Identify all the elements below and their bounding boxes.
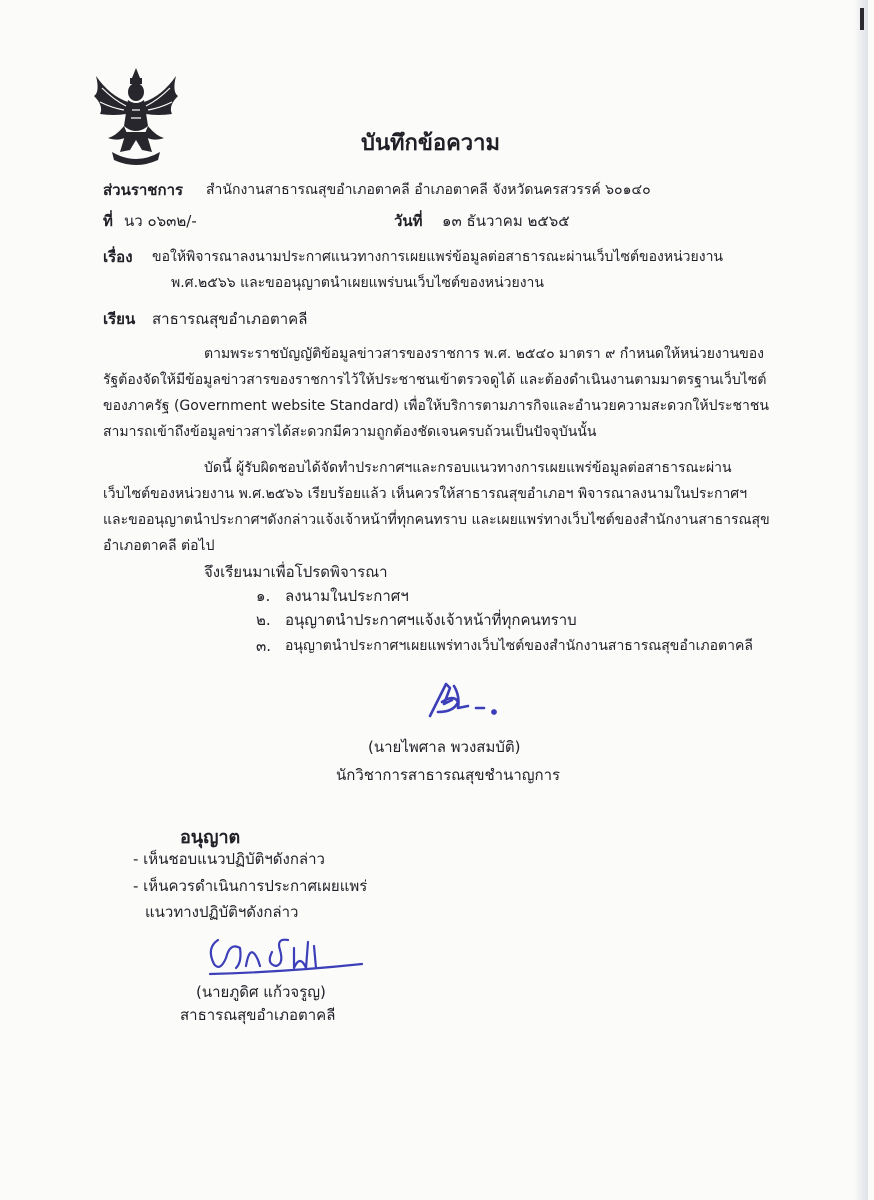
subject-line-1: ขอให้พิจารณาลงนามประกาศแนวทางการเผยแพร่ข้อมูลต่อสาธารณะผ่านเว็บไซต์ของหน่วยงาน xyxy=(152,249,724,265)
item-number: ๒. xyxy=(256,611,271,629)
subject-label: เรื่อง xyxy=(103,248,133,266)
approval-line: แนวทางปฏิบัติฯดังกล่าว xyxy=(145,903,299,921)
approver-name: (นายภูดิศ แก้วจรูญ) xyxy=(196,983,326,1001)
paragraph-1-line: ของภาครัฐ (Government website Standard) เพื่อให้บริการตามภารกิจและอำนวยความสะดวกให้ประชาชน xyxy=(103,398,769,414)
signature-paisan xyxy=(424,676,504,722)
paragraph-1-line: สามารถเข้าถึงข้อมูลข่าวสารได้สะดวกมีความถูกต้องชัดเจนครบถ้วนเป็นปัจจุบันนั้น xyxy=(103,424,597,440)
date-value: ๑๓ ธันวาคม ๒๕๖๕ xyxy=(442,212,570,230)
item-text: ลงนามในประกาศฯ xyxy=(285,587,409,605)
memo-title: บันทึกข้อความ xyxy=(361,131,501,156)
paragraph-1-line: ตามพระราชบัญญัติข้อมูลข่าวสารของราชการ พ.ศ. ๒๕๔๐ มาตรา ๙ กำหนดให้หน่วยงานของ xyxy=(204,346,765,362)
item-text: อนุญาตนำประกาศฯเผยแพร่ทางเว็บไซต์ของสำนักงานสาธารณสุขอำเภอตาคลี xyxy=(285,638,753,654)
garuda-emblem xyxy=(90,66,182,170)
to-value: สาธารณสุขอำเภอตาคลี xyxy=(152,310,308,328)
item-number: ๓. xyxy=(256,637,272,655)
approval-line: - เห็นควรดำเนินการประกาศเผยแพร่ xyxy=(133,877,368,895)
paragraph-2-line: และขออนุญาตนำประกาศฯดังกล่าวแจ้งเจ้าหน้าที่ทุกคนทราบ และเผยแพร่ทางเว็บไซต์ของสำนักงานสาธารณสุข xyxy=(103,512,770,528)
subject-line-2: พ.ศ.๒๕๖๖ และขออนุญาตนำเผยแพร่บนเว็บไซต์ของหน่วยงาน xyxy=(171,275,544,291)
edge-mark xyxy=(860,8,864,30)
to-label: เรียน xyxy=(103,310,136,328)
date-label: วันที่ xyxy=(394,212,423,230)
request-line: จึงเรียนมาเพื่อโปรดพิจารณา xyxy=(204,563,388,581)
signature-phudit xyxy=(196,928,366,980)
agency-label: ส่วนราชการ xyxy=(103,181,184,199)
approver-position: สาธารณสุขอำเภอตาคลี xyxy=(180,1006,336,1024)
paragraph-1-line: รัฐต้องจัดให้มีข้อมูลข่าวสารของราชการไว้ให้ประชาชนเข้าตรวจดูได้ และต้องดำเนินงานตามมาตรฐานเว็บไซต์ xyxy=(103,372,767,388)
page-edge xyxy=(854,0,868,1200)
signer-name: (นายไพศาล พวงสมบัติ) xyxy=(368,738,521,756)
approval-line: - เห็นชอบแนวปฏิบัติฯดังกล่าว xyxy=(133,850,325,868)
paragraph-2-line: เว็บไซต์ของหน่วยงาน พ.ศ.๒๕๖๖ เรียบร้อยแล้ว เห็นควรให้สาธารณสุขอำเภอฯ พิจารณาลงนามในประกาศฯ xyxy=(103,486,748,502)
agency-value: สำนักงานสาธารณสุขอำเภอตาคลี อำเภอตาคลี จังหวัดนครสวรรค์ ๖๐๑๔๐ xyxy=(206,182,651,198)
item-number: ๑. xyxy=(256,587,271,605)
item-text: อนุญาตนำประกาศฯแจ้งเจ้าหน้าที่ทุกคนทราบ xyxy=(285,611,577,629)
ref-label: ที่ xyxy=(103,212,113,230)
ref-value: นว ๐๖๓๒/- xyxy=(124,212,197,230)
paragraph-2-line: อำเภอตาคลี ต่อไป xyxy=(103,538,215,554)
signer-position: นักวิชาการสาธารณสุขชำนาญการ xyxy=(336,766,561,784)
approval-heading: อนุญาต xyxy=(180,827,241,848)
paragraph-2-line: บัดนี้ ผู้รับผิดชอบได้จัดทำประกาศฯและกรอบแนวทางการเผยแพร่ข้อมูลต่อสาธารณะผ่าน xyxy=(204,460,732,476)
